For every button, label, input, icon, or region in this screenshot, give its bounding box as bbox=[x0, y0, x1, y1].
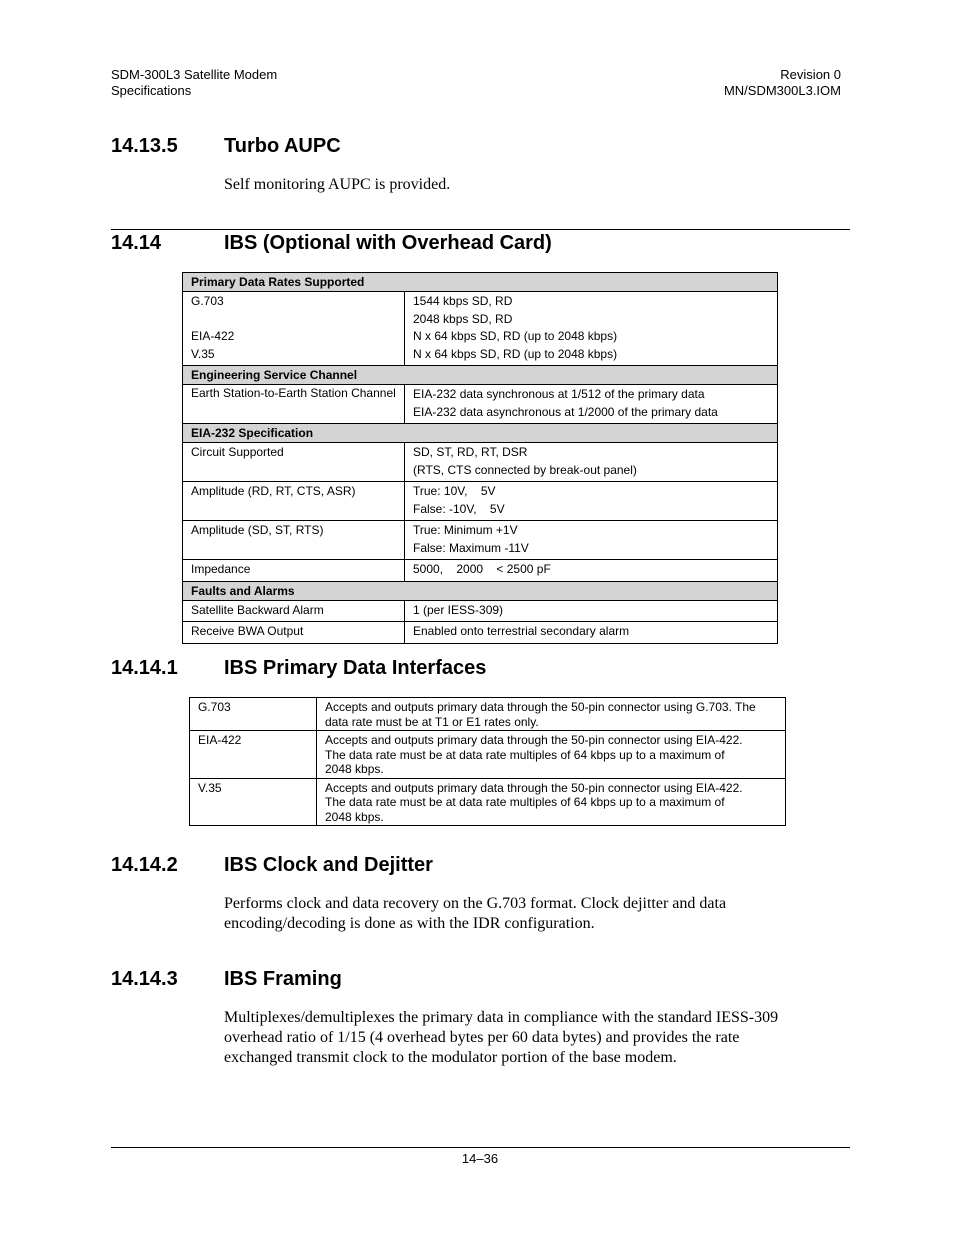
esc-header: Engineering Service Channel bbox=[183, 366, 778, 385]
doc-id: MN/SDM300L3.IOM bbox=[723, 83, 841, 98]
table-row bbox=[183, 600, 778, 622]
desc-line: The data rate must be at data rate multiples of 64 kbps up to a maximum of bbox=[325, 795, 725, 809]
ibs-clock-text bbox=[224, 894, 844, 934]
v35-value: N x 64 kbps SD, RD (up to 2048 kbps) bbox=[413, 346, 618, 361]
doc-chapter: Specifications bbox=[111, 83, 192, 98]
sba-label: Satellite Backward Alarm bbox=[183, 600, 405, 622]
circuit-value-2: (RTS, CTS connected by break-out panel) bbox=[413, 462, 637, 477]
turbo-aupc-text: Self monitoring AUPC is provided. bbox=[224, 176, 451, 193]
g703-value-2: 2048 kbps SD, RD bbox=[413, 311, 513, 326]
v35-label: V.35 bbox=[191, 346, 215, 361]
amp2-value-2: False: Maximum -11V bbox=[413, 540, 529, 555]
table-row bbox=[183, 521, 778, 560]
interface-description bbox=[317, 698, 786, 731]
interface-name: EIA-422 bbox=[190, 731, 317, 779]
page-number: 14–36 bbox=[461, 1151, 499, 1166]
section-number: 14.13.5 bbox=[111, 135, 178, 157]
table-section-header bbox=[183, 581, 778, 600]
circuit-value-1: SD, ST, RD, RT, DSR bbox=[413, 445, 528, 459]
page-header-right bbox=[724, 67, 841, 99]
amp2-label: Amplitude (SD, ST, RTS) bbox=[183, 521, 405, 560]
eia232-header: EIA-232 Specification bbox=[183, 424, 778, 443]
bwa-value: Enabled onto terrestrial secondary alarm bbox=[405, 622, 778, 644]
table-row bbox=[190, 698, 786, 731]
eia422-label: EIA-422 bbox=[191, 329, 235, 343]
esc-value-1: EIA-232 data synchronous at 1/512 of the primary data bbox=[413, 387, 705, 401]
heading-turbo-aupc bbox=[111, 134, 811, 158]
doc-revision: Revision 0 bbox=[780, 67, 841, 82]
table-section-header bbox=[183, 424, 778, 443]
text-line: encoding/decoding is done as with the IDR configuration. bbox=[224, 915, 595, 932]
table-row bbox=[183, 482, 778, 521]
desc-line: Accepts and outputs primary data through the 50-pin connector using EIA-422. bbox=[325, 780, 743, 795]
desc-line: 2048 kbps. bbox=[325, 809, 384, 824]
desc-line: data rate must be at T1 or E1 rates only. bbox=[325, 714, 539, 729]
heading-ibs-framing bbox=[111, 967, 811, 991]
table-row bbox=[190, 778, 786, 826]
section-number: 14.14.1 bbox=[111, 657, 178, 679]
section-title: IBS Clock and Dejitter bbox=[224, 854, 433, 876]
table-row bbox=[183, 385, 778, 424]
section-number: 14.14 bbox=[111, 232, 162, 254]
heading-ibs-interfaces bbox=[111, 656, 811, 680]
interface-description bbox=[317, 731, 786, 779]
interfaces-table bbox=[189, 697, 786, 826]
text-line: Multiplexes/demultiplexes the primary data in compliance with the standard IESS-309 bbox=[224, 1009, 779, 1026]
section-divider bbox=[111, 229, 850, 230]
section-number: 14.14.2 bbox=[111, 854, 178, 876]
bwa-label: Receive BWA Output bbox=[183, 622, 405, 644]
faults-header: Faults and Alarms bbox=[183, 581, 778, 600]
text-line: Performs clock and data recovery on the G.703 format. Clock dejitter and data bbox=[224, 895, 727, 912]
interface-description bbox=[317, 778, 786, 826]
section-title: Turbo AUPC bbox=[224, 135, 341, 157]
desc-line: Accepts and outputs primary data through the 50-pin connector using G.703. The bbox=[325, 700, 756, 714]
g703-value-1: 1544 kbps SD, RD bbox=[413, 294, 513, 308]
table-section-header bbox=[183, 273, 778, 292]
circuit-label: Circuit Supported bbox=[183, 443, 405, 482]
text-line: overhead ratio of 1/15 (4 overhead bytes per 60 data bytes) and provides the rate bbox=[224, 1029, 740, 1046]
section-title: IBS Primary Data Interfaces bbox=[224, 657, 487, 679]
esc-value-2: EIA-232 data asynchronous at 1/2000 of the primary data bbox=[413, 404, 718, 419]
heading-ibs-clock bbox=[111, 853, 811, 877]
primary-rates-header: Primary Data Rates Supported bbox=[183, 273, 778, 292]
impedance-value: 5000, 2000 < 2500 pF bbox=[405, 560, 778, 582]
amp2-value-1: True: Minimum +1V bbox=[413, 523, 518, 537]
desc-line: Accepts and outputs primary data through the 50-pin connector using EIA-422. bbox=[325, 733, 743, 747]
interface-name: V.35 bbox=[190, 778, 317, 826]
sba-value: 1 (per IESS-309) bbox=[405, 600, 778, 622]
table-row bbox=[183, 622, 778, 644]
table-row bbox=[183, 292, 778, 366]
table-row bbox=[183, 560, 778, 582]
ibs-framing-text bbox=[224, 1008, 844, 1068]
esc-label: Earth Station-to-Earth Station Channel bbox=[183, 385, 405, 424]
desc-line: The data rate must be at data rate multiples of 64 kbps up to a maximum of bbox=[325, 747, 725, 762]
ibs-spec-table bbox=[182, 272, 778, 644]
text-line: exchanged transmit clock to the modulator portion of the base modem. bbox=[224, 1049, 677, 1066]
impedance-label: Impedance bbox=[183, 560, 405, 582]
g703-label: G.703 bbox=[191, 294, 224, 308]
table-row bbox=[183, 443, 778, 482]
desc-line: 2048 kbps. bbox=[325, 762, 384, 776]
eia422-value: N x 64 kbps SD, RD (up to 2048 kbps) bbox=[413, 329, 618, 343]
section-title: IBS Framing bbox=[224, 968, 342, 990]
table-section-header bbox=[183, 366, 778, 385]
footer-rule bbox=[111, 1147, 850, 1148]
page-header-left bbox=[111, 67, 277, 99]
amp1-value-1: True: 10V, 5V bbox=[413, 484, 496, 498]
amp1-label: Amplitude (RD, RT, CTS, ASR) bbox=[183, 482, 405, 521]
interface-name: G.703 bbox=[190, 698, 317, 731]
heading-ibs bbox=[111, 231, 811, 255]
table-row bbox=[190, 731, 786, 779]
section-title: IBS (Optional with Overhead Card) bbox=[224, 232, 552, 254]
doc-title: SDM-300L3 Satellite Modem bbox=[111, 67, 278, 82]
section-number: 14.14.3 bbox=[111, 968, 178, 990]
amp1-value-2: False: -10V, 5V bbox=[413, 501, 505, 516]
